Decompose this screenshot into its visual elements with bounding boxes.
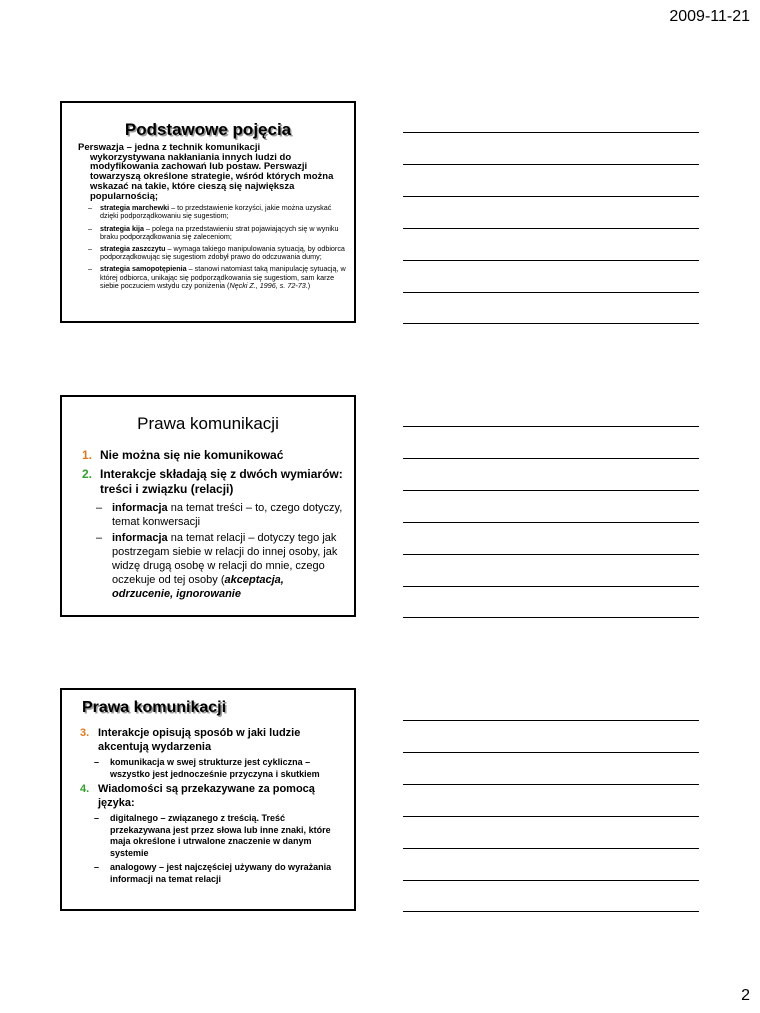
list-item: – strategia marchewki – to przedstawienie korzyści, jakie można uzyskać dzięki podporządkowaniu się sugestiom; — [88, 203, 332, 221]
sub-text: digitalnego – związanego z treścią. Treść przekazywana jest przez słowa lub inne znaki, które maja określone i utrwalone znaczenie w danym systemie — [110, 813, 331, 858]
slide-title: Prawa komunikacji — [82, 699, 227, 716]
item-text: Interakcje składają się z dwóch wymiarów: treści i związku (relacji) — [100, 467, 343, 496]
sub-text: analogowy – jest najczęściej używany do wyrażania informacji na temat relacji — [110, 862, 332, 884]
intro-lead: Perswazja – jedna z technik komunikacji — [78, 142, 261, 153]
sub-item: – komunikacja w swej strukturze jest cykliczna – wszystko jest jednocześnie przyczyna i skutkiem — [94, 757, 320, 779]
intro-rest: wykorzystywana nakłaniania innych ludzi do modyfikowania zachowań lub postaw. Perswazji towarzyszą określone strategie, wśród których można wskazać na takie, które cieszą się największa popularnością; — [90, 151, 334, 202]
sub-item: – analogowy – jest najczęściej używany do wyrażania informacji na temat relacji — [94, 862, 332, 884]
sub-term: informacja — [112, 532, 168, 544]
note-line — [403, 196, 699, 197]
note-line — [403, 426, 699, 427]
note-line — [403, 228, 699, 229]
list-item: – strategia samopotępienia – stanowi natomiast taką manipulację sytuacją, w której odbiorca, unikając się podporządkowania się sugestiom, sam karze siebie poczuciem wstydu czy poniżenia (Nęcki Z., 1996, s. 72-73.) — [88, 264, 346, 290]
note-line — [403, 617, 699, 618]
strategy-text: – stanowi natomiast taką manipulację sytuacją, w której odbiorca, unikając się podporządkowania się sugestiom, sam karze siebie poczuciem wstydu czy poniżenia ( — [100, 264, 346, 290]
strategy-text: – wymaga takiego manipulowania sytuacją, by odbiorca podporządkowując się sugestiom zdobył prawo do odczuwania dumy; — [100, 244, 345, 262]
slide-body — [62, 140, 354, 290]
note-line — [403, 458, 699, 459]
numbered-item — [80, 783, 344, 810]
strategy-text: – polega na przedstawieniu strat pojawiających się w wyniku braku podporządkowania się zaleceniom; — [100, 223, 339, 241]
slide-body — [62, 434, 354, 601]
note-line — [403, 554, 699, 555]
sub-text: na temat relacji – dotyczy tego jak postrzegam siebie w relacji do innej osoby, jak widzę drugą osobę w relacji do mnie, czego oczekuje od tej osoby ( — [112, 532, 338, 586]
list-item: – strategia kija – polega na przedstawieniu strat pojawiających się w wyniku braku podporządkowania się zaleceniom; — [88, 223, 339, 241]
intro-paragraph — [78, 143, 348, 201]
numbered-item — [82, 467, 344, 497]
sub-text: komunikacja w swej strukturze jest cykliczna – wszystko jest jednocześnie przyczyna i skutkiem — [110, 757, 320, 779]
item-number: 2. — [82, 467, 93, 481]
item-number: 1. — [82, 448, 93, 462]
slide-body — [62, 717, 354, 885]
item-text: Wiadomości są przekazywane za pomocą języka: — [98, 783, 315, 809]
note-line — [403, 752, 699, 753]
page-number: 2 — [741, 987, 750, 1004]
note-line — [403, 323, 699, 324]
strategy-term: strategia marchewki — [100, 203, 170, 213]
slide-title: Podstawowe pojęcia — [124, 120, 292, 139]
note-line — [403, 164, 699, 165]
note-line — [403, 880, 699, 881]
note-line — [403, 586, 699, 587]
citation-close: ) — [307, 280, 311, 290]
strategy-term: strategia zaszczytu — [100, 244, 166, 254]
item-text: Nie można się nie komunikować — [100, 448, 284, 462]
note-line — [403, 911, 699, 912]
page-date: 2009-11-21 — [669, 8, 750, 25]
sub-item: – informacja na temat treści – to, czego dotyczy, temat konwersacji — [96, 502, 343, 528]
item-text: Interakcje opisują sposób w jaki ludzie akcentują wydarzenia — [98, 727, 301, 753]
note-line — [403, 848, 699, 849]
citation: Nęcki Z., 1996, s. 72-73. — [229, 280, 308, 290]
note-line — [403, 522, 699, 523]
note-line — [403, 816, 699, 817]
item-number: 4. — [80, 783, 90, 795]
sub-item: – digitalnego – związanego z treścią. Treść przekazywana jest przez słowa lub inne znaki, które maja określone i utrwalone znaczenie w danym systemie — [94, 813, 331, 858]
note-line — [403, 292, 699, 293]
slide-prawa-komunikacji-2 — [60, 688, 356, 911]
strategy-list — [78, 204, 348, 290]
note-line — [403, 260, 699, 261]
note-line — [403, 784, 699, 785]
sub-text: na temat treści – to, czego dotyczy, temat konwersacji — [112, 502, 343, 528]
note-line — [403, 490, 699, 491]
note-line — [403, 132, 699, 133]
slide-podstawowe-pojecia — [60, 101, 356, 323]
strategy-text: – to przedstawienie korzyści, jakie można uzyskać dzięki podporządkowaniu się sugestiom; — [100, 203, 332, 221]
sub-item: – informacja na temat relacji – dotyczy tego jak postrzegam siebie w relacji do innej osoby, jak widzę drugą osobę w relacji do mnie, czego oczekuje od tej osoby (akceptacja, odrzucenie, ignorowanie — [96, 532, 338, 600]
item-number: 3. — [80, 727, 90, 739]
list-item: – strategia zaszczytu – wymaga takiego manipulowania sytuacją, by odbiorca podporządkowując się sugestiom zdobył prawo do odczuwania dumy; — [88, 244, 345, 262]
slide-title: Prawa komunikacji — [137, 414, 279, 433]
numbered-item — [82, 448, 344, 463]
strategy-term: strategia samopotępienia — [100, 264, 187, 274]
sub-emphasis: akceptacja, odrzucenie, ignorowanie — [112, 574, 284, 600]
strategy-term: strategia kija — [100, 223, 144, 233]
slide-prawa-komunikacji-1 — [60, 395, 356, 617]
numbered-item — [80, 727, 344, 754]
sub-term: informacja — [112, 502, 168, 514]
note-line — [403, 720, 699, 721]
